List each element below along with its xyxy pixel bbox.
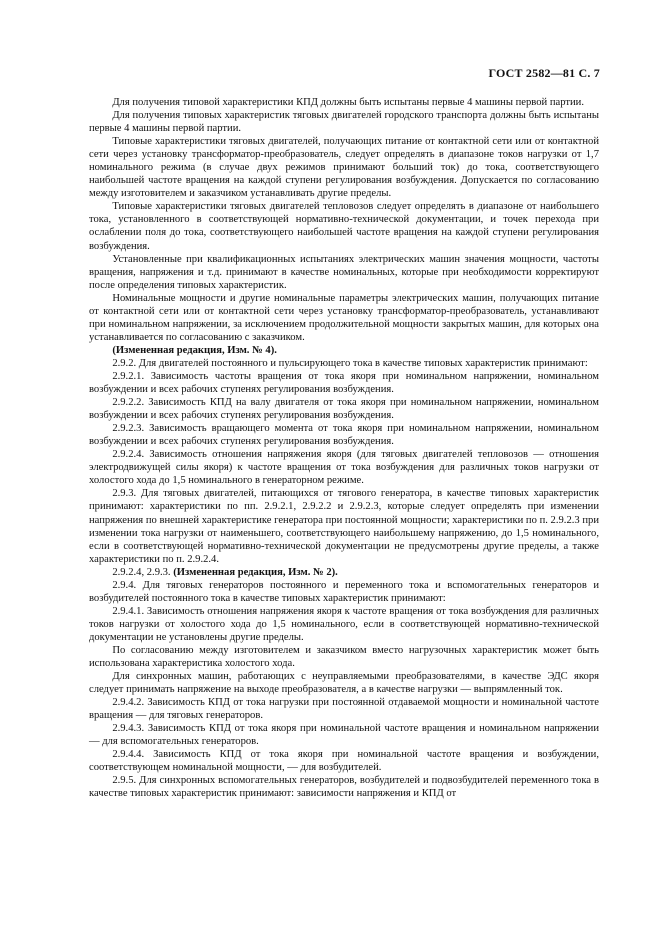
paragraph: 2.9.2.4. Зависимость отношения напряжения якоря (для тяговых двигателей тепловозов — отношения электродвижущей силы якоря) к частоте вращения от тока возбуждения для различных токов нагрузки от холостого хода до 1,5 номинального в генераторном режиме. xyxy=(89,449,599,487)
paragraph: 2.9.4.2. Зависимость КПД от тока нагрузки при постоянной отдаваемой мощности и номинальной частоте вращения — для тяговых генераторов. xyxy=(89,697,599,722)
paragraph: Типовые характеристики тяговых двигателей тепловозов следует определять в диапазоне от наибольшего тока, установленного в соответствующей нормативно-технической документации, и точек перехода при ослаблении поля до тока, соответствующего наибольшей частоте вращения на каждой ступени регулирования возбуждения. xyxy=(89,201,599,252)
paragraph: 2.9.4.3. Зависимость КПД от тока якоря при номинальной частоте вращения и номинальном напряжении — для вспомогательных генераторов. xyxy=(89,723,599,748)
paragraph: Для получения типовой характеристики КПД должны быть испытаны первые 4 машины первой партии. xyxy=(112,97,584,108)
clause-ref: 2.9.2.4, 2.9.3. xyxy=(112,566,171,578)
document-body xyxy=(89,96,599,801)
paragraph: Номинальные мощности и другие номинальные параметры электрических машин, получающих питание от контактной сети или от контактной сети через установку трансформатор-преобразователь, устанавливают при номинальном напряжении, за исключением продолжительной мощности закрытых машин, для которых она устанавливается по согласованию с заказчиком. xyxy=(89,292,599,343)
revision-note-text: (Измененная редакция, Изм. № 2). xyxy=(173,566,338,578)
paragraph: 2.9.4.1. Зависимость отношения напряжения якоря к частоте вращения от тока возбуждения для различных токов нагрузки от холостого хода до 1,5 номинального, если в соответствующей нормативно-технической документации не установлены другие пределы. xyxy=(89,605,599,643)
paragraph: 2.9.4.4. Зависимость КПД от тока якоря при номинальной частоте вращения и возбуждении, соответствующем номинальной мощности, — для возбудителей. xyxy=(89,749,599,774)
paragraph: Для синхронных машин, работающих с неуправляемыми преобразователями, в качестве ЭДС якоря следует принимать напряжение на выходе преобразователя, а в качестве нагрузки — выпрямленный ток. xyxy=(89,671,599,696)
revision-note xyxy=(89,344,599,357)
paragraph: 2.9.2.1. Зависимость частоты вращения от тока якоря при номинальном напряжении, номинальном возбуждении и всех рабочих ступенях регулирования возбуждения. xyxy=(89,370,599,396)
page-header: ГОСТ 2582—81 С. 7 xyxy=(488,66,600,80)
paragraph: 2.9.2.2. Зависимость КПД на валу двигателя от тока якоря при номинальном напряжении, номинальном возбуждении и всех рабочих ступенях регулирования возбуждения. xyxy=(89,397,599,422)
paragraph: 2.9.4. Для тяговых генераторов постоянного и переменного тока и вспомогательных генераторов и возбудителей постоянного тока в качестве типовых характеристик принимают: xyxy=(89,579,599,604)
paragraph: По согласованию между изготовителем и заказчиком вместо нагрузочных характеристик может быть использована характеристика холостого хода. xyxy=(89,644,599,670)
paragraph: Для получения типовых характеристик тяговых двигателей городского транспорта должны быть испытаны первые 4 машины первой партии. xyxy=(89,110,599,135)
paragraph: 2.9.2.3. Зависимость вращающего момента от тока якоря при номинальном напряжении, номинальном возбуждении и всех рабочих ступенях регулирования возбуждения. xyxy=(89,423,599,448)
revision-note xyxy=(89,566,599,579)
paragraph: 2.9.2. Для двигателей постоянного и пульсирующего тока в качестве типовых характеристик принимают: xyxy=(112,357,588,369)
paragraph: Типовые характеристики тяговых двигателей, получающих питание от контактной сети или от контактной сети через установку трансформатор-преобразователь, следует определять в диапазоне токов нагрузки от 1,7 номинального режима (в случае двух режимов принимают больший ток) до тока, соответствующего наибольшей частоте вращения на каждой ступени регулирования возбуждения. Допускается по согласованию между изготовителем и заказчиком устанавливать другие пределы. xyxy=(89,136,599,200)
revision-note-text: (Измененная редакция, Изм. № 4). xyxy=(112,344,277,356)
paragraph: 2.9.5. Для синхронных вспомогательных генераторов, возбудителей и подвозбудителей переменного тока в качестве типовых характеристик принимают: зависимости напряжения и КПД от xyxy=(89,775,599,800)
paragraph: Установленные при квалификационных испытаниях электрических машин значения мощности, частоты вращения, напряжения и т.д. принимают в качестве номинальных, которые при необходимости корректируют после определения типовых характеристик. xyxy=(89,253,599,291)
paragraph: 2.9.3. Для тяговых двигателей, питающихся от тягового генератора, в качестве типовых характеристик принимают: характеристики по пп. 2.9.2.1, 2.9.2.2 и 2.9.2.3, которые следует определять при изменении напряжения по внешней характеристике генератора при постоянной мощности; характеристики по п. 2.9.2.3 при изменении тока нагрузки от наименьшего, соответствующего наибольшему напряжению, до 1,5 номинального, если в соответствующей нормативно-технической документации не предусмотрены другие пределы, а также характеристики по п. 2.9.2.4. xyxy=(89,488,599,565)
